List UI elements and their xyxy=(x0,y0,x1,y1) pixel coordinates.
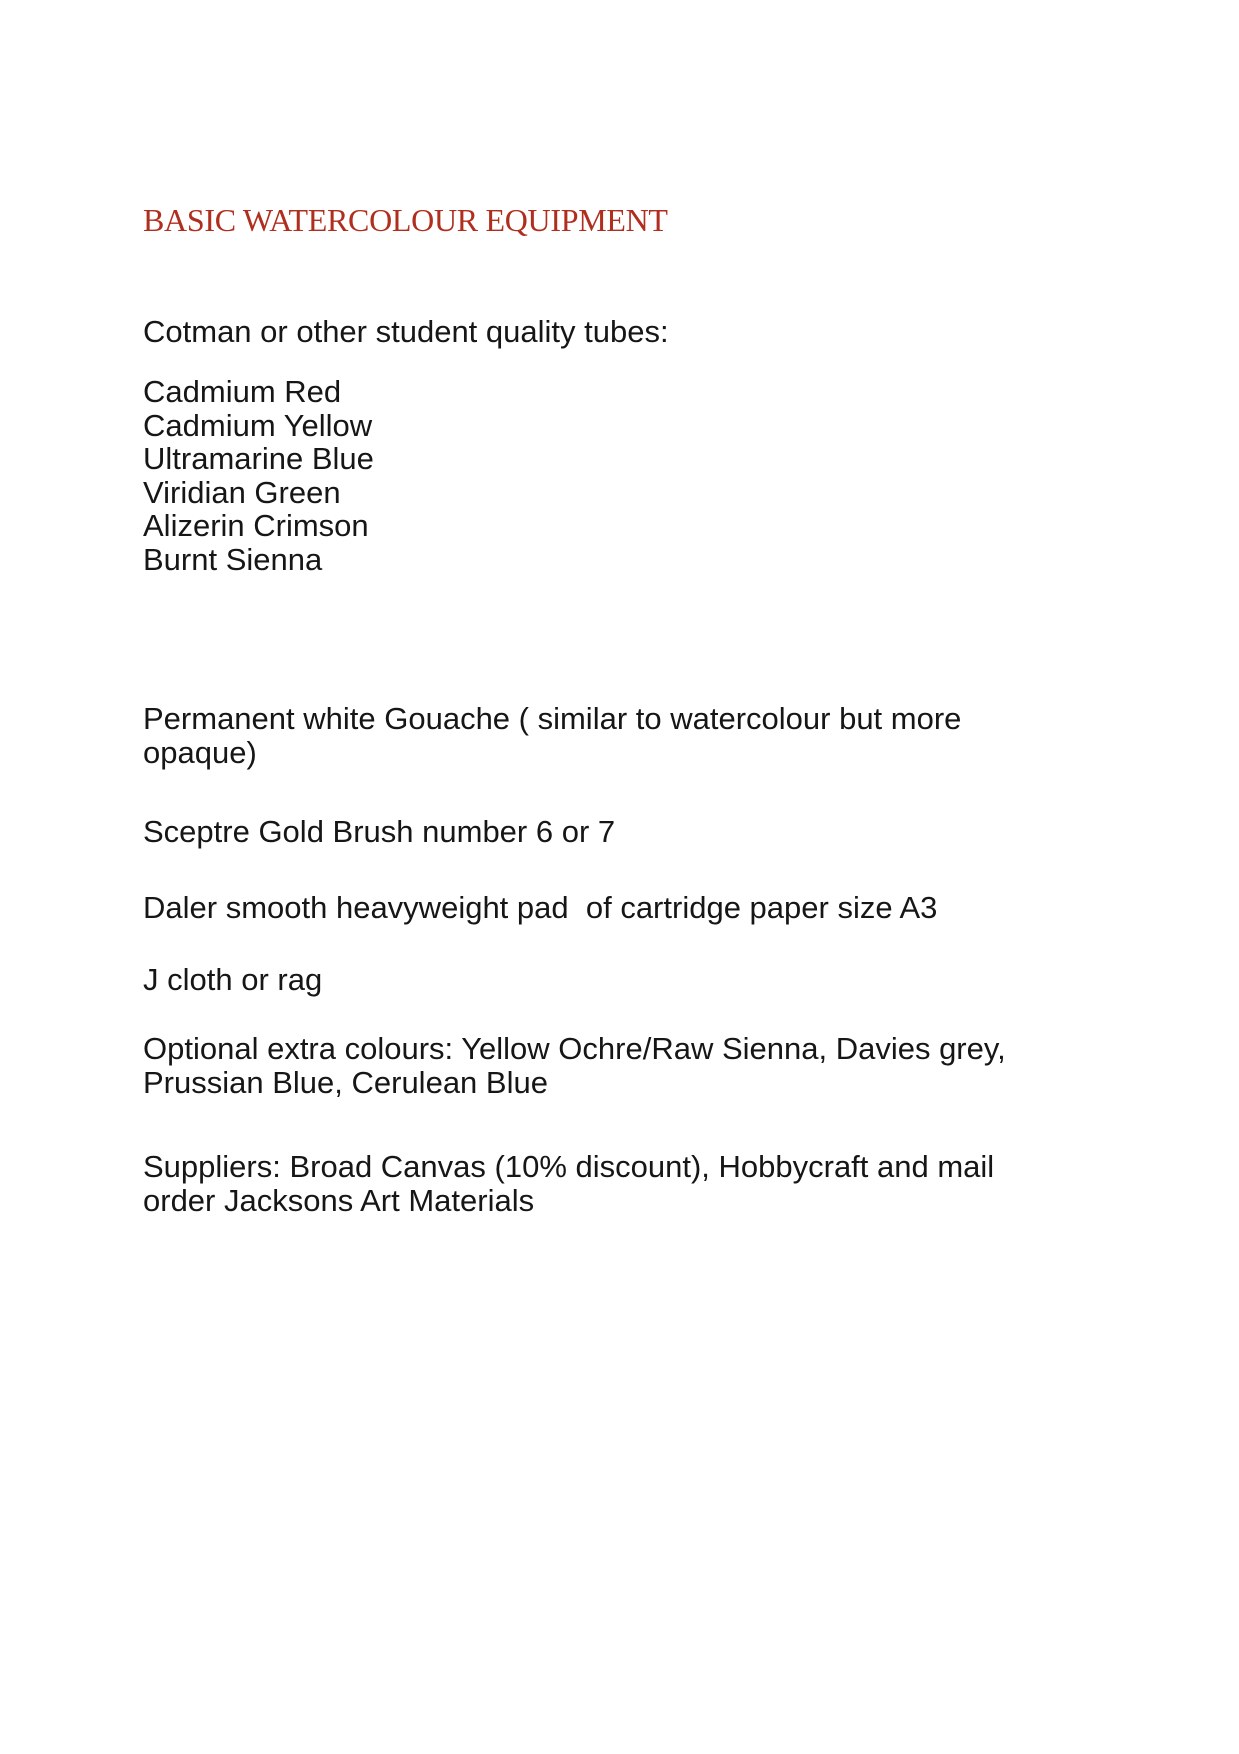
paragraph-suppliers xyxy=(143,1150,994,1217)
text-line: opaque) xyxy=(143,734,257,770)
text-line: J cloth or rag xyxy=(143,962,323,997)
paragraph-gouache xyxy=(143,702,961,769)
paragraph-brush xyxy=(143,815,615,849)
document-title: BASIC WATERCOLOUR EQUIPMENT xyxy=(143,202,668,238)
paragraph-paint-colours-list xyxy=(143,375,374,576)
text-line: Sceptre Gold Brush number 6 or 7 xyxy=(143,814,616,849)
text-line: Suppliers: Broad Canvas (10% discount), Hobbycraft and mail xyxy=(143,1149,995,1184)
text-line: Daler smooth heavyweight pad of cartridge paper size A3 xyxy=(143,890,938,925)
text-line: Cadmium Red xyxy=(143,374,342,409)
text-line: Optional extra colours: Yellow Ochre/Raw Sienna, Davies grey, xyxy=(143,1031,1006,1066)
text-line: Viridian Green xyxy=(143,474,341,510)
text-line: Burnt Sienna xyxy=(143,541,323,577)
paragraph-intro xyxy=(143,315,669,349)
text-line: Cadmium Yellow xyxy=(143,407,373,443)
text-line: Cotman or other student quality tubes: xyxy=(143,314,669,349)
paragraph-paper xyxy=(143,891,937,925)
text-line: order Jacksons Art Materials xyxy=(143,1182,535,1218)
text-line: Prussian Blue, Cerulean Blue xyxy=(143,1064,548,1100)
text-line: Permanent white Gouache ( similar to watercolour but more xyxy=(143,701,962,736)
paragraph-cloth xyxy=(143,963,322,997)
text-line: Alizerin Crimson xyxy=(143,508,369,543)
paragraph-optional-colours xyxy=(143,1032,1006,1099)
text-line: Ultramarine Blue xyxy=(143,441,374,476)
